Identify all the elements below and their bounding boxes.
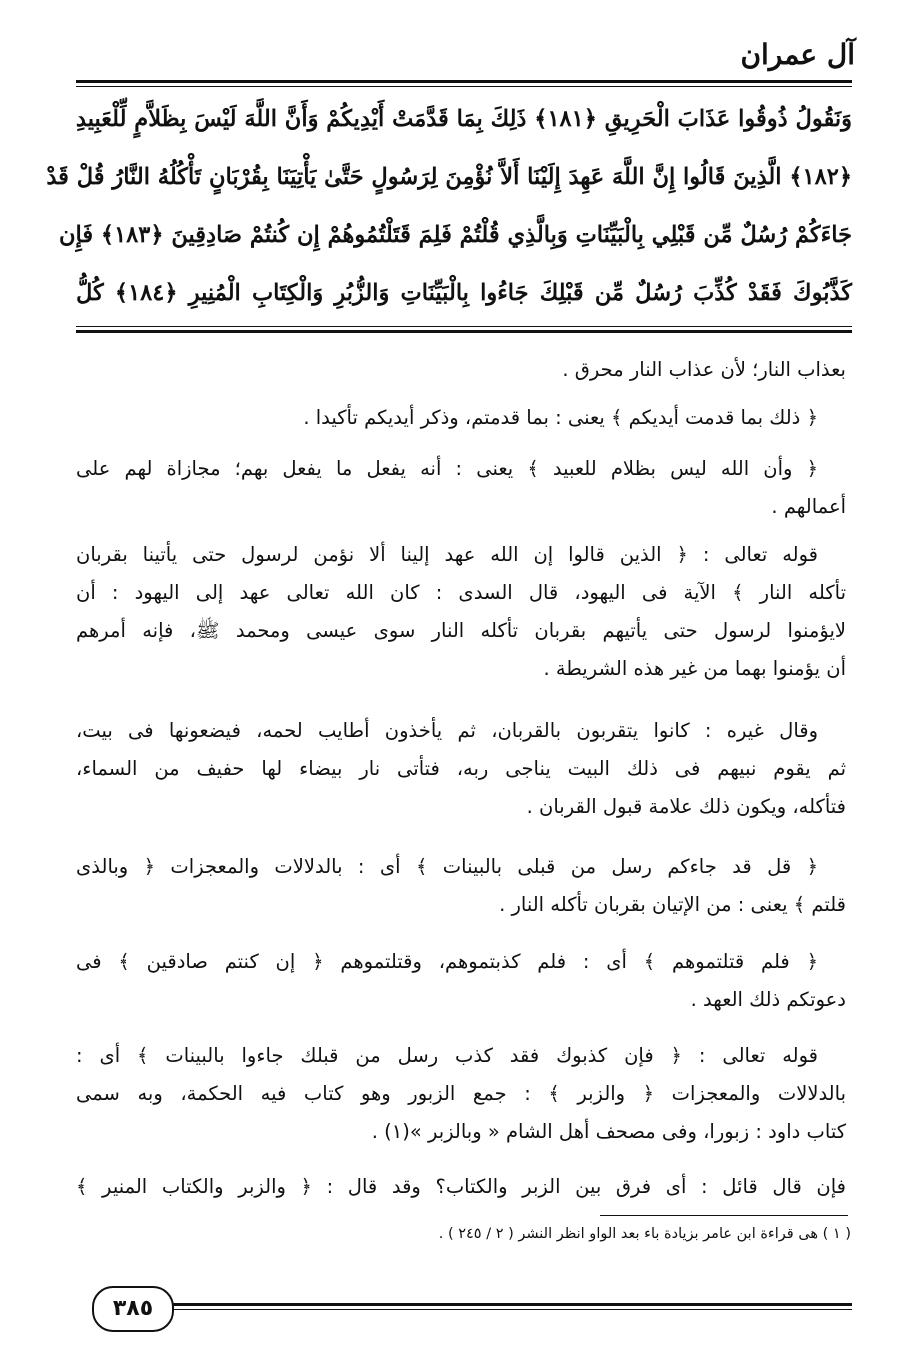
quran-line: كَذَّبُوكَ فَقَدْ كُذِّبَ رُسُلٌ مِّن قَبْلِكَ جَاءُوا بِالْبَيِّنَاتِ وَالزُّبُرِ وَالْكِتَابِ الْمُنِيرِ ﴿١٨٤﴾ كُلُّ (76, 280, 852, 306)
commentary-line: ﴿ وأن الله ليس بظلام للعبيد ﴾ يعنى : أنه يفعل ما يفعل بهم؛ مجازاة لهم على (76, 457, 818, 480)
commentary-line: وقال غيره : كانوا يتقربون بالقربان، ثم يأخذون أطايب لحمه، فيضعونها فى بيت، (76, 719, 818, 742)
commentary-paragraph (76, 1037, 846, 1151)
commentary-paragraph (76, 450, 846, 526)
quran-line: وَنَقُولُ ذُوقُوا عَذَابَ الْحَرِيقِ ﴿١٨١﴾ ذَلِكَ بِمَا قَدَّمَتْ أَيْدِيكُمْ وَأَنَّ اللَّهَ لَيْسَ بِظَلاَّمٍ لِّلْعَبِيدِ (75, 106, 852, 132)
commentary-line: فإن قال قائل : أى فرق بين الزبر والكتاب؟ وقد قال : ﴿ والزبر والكتاب المنير ﴾ (76, 1175, 846, 1198)
commentary-line: ﴿ قل قد جاءكم رسل من قبلى بالبينات ﴾ أى : بالدلالات والمعجزات ﴿ وبالذى (76, 855, 818, 878)
commentary-line: بعذاب النار؛ لأن عذاب النار محرق . (562, 358, 846, 381)
commentary-line: فتأكله، ويكون ذلك علامة قبول القربان . (526, 795, 846, 818)
surah-title: آل عمران (740, 38, 855, 71)
commentary-paragraph (76, 848, 846, 924)
verses-rule-thin (76, 326, 852, 327)
footer-rule-thick (172, 1303, 852, 1306)
page-number: ٣٨٥ (92, 1286, 174, 1332)
footer-rule-thin (172, 1309, 852, 1310)
commentary-line: قلتم ﴾ يعنى : من الإتيان بقربان تأكله النار . (499, 893, 846, 916)
commentary-paragraph (76, 1168, 846, 1206)
quran-line: ﴿١٨٢﴾ الَّذِينَ قَالُوا إِنَّ اللَّهَ عَهِدَ إِلَيْنَا أَلاَّ نُؤْمِنَ لِرَسُولٍ حَتَّىٰ يَأْتِيَنَا بِقُرْبَانٍ تَأْكُلُهُ النَّارُ قُلْ قَدْ (46, 164, 852, 190)
footnote: ( ١ ) هى قراءة ابن عامر بزيادة باء بعد الواو انظر النشر ( ٢ / ٢٤٥ ) . (438, 1226, 851, 1242)
commentary-paragraph (76, 351, 846, 389)
commentary-line: لايؤمنوا لرسول حتى يأتيهم بقربان تأكله النار سوى عيسى ومحمد ﷺ، فإنه أمرهم (76, 619, 846, 642)
commentary-line: قوله تعالى : ﴿ فإن كذبوك فقد كذب رسل من قبلك جاءوا بالبينات ﴾ أى : (76, 1044, 818, 1067)
header-rule-thin (76, 86, 852, 87)
commentary-line: أن يؤمنوا بهما من غير هذه الشريطة . (543, 657, 846, 680)
commentary-paragraph (76, 712, 846, 826)
commentary-line: ﴿ فلم قتلتموهم ﴾ أى : فلم كذبتموهم، وقتلتموهم ﴿ إن كنتم صادقين ﴾ فى (76, 950, 818, 973)
commentary-paragraph (76, 536, 846, 688)
commentary-line: كتاب داود : زبورا، وفى مصحف أهل الشام « وبالزبر »(١) . (371, 1120, 846, 1143)
verses-rule-thick (76, 330, 852, 333)
commentary-line: دعوتكم ذلك العهد . (690, 988, 846, 1011)
commentary-paragraph (76, 943, 846, 1019)
commentary-line: ثم يقوم نبيهم فى ذلك البيت يناجى ربه، فتأتى نار بيضاء لها حفيف من السماء، (76, 757, 846, 780)
commentary-line: ﴿ ذلك بما قدمت أيديكم ﴾ يعنى : بما قدمتم، وذكر أيديكم تأكيدا . (303, 406, 818, 429)
quran-verses-block (46, 90, 852, 322)
commentary-line: قوله تعالى : ﴿ الذين قالوا إن الله عهد إلينا ألا نؤمن لرسول حتى يأتينا بقربان (76, 543, 818, 566)
commentary-line: بالدلالات والمعجزات ﴿ والزبر ﴾ : جمع الزبور وهو كتاب فيه الحكمة، وبه سمى (76, 1082, 846, 1105)
quran-line: جَاءَكُمْ رُسُلٌ مِّن قَبْلِي بِالْبَيِّنَاتِ وَبِالَّذِي قُلْتُمْ فَلِمَ قَتَلْتُمُوهُمْ إِن كُنتُمْ صَادِقِينَ ﴿١٨٣﴾ فَإِن (58, 222, 852, 248)
commentary-line: أعمالهم . (771, 495, 846, 518)
commentary-line: تأكله النار ﴾ الآية فى اليهود، قال السدى : كان الله تعالى عهد إلى اليهود : أن (76, 581, 846, 604)
commentary-paragraph (76, 399, 846, 437)
header-rule-thick (76, 80, 852, 83)
footnote-rule (600, 1215, 848, 1216)
